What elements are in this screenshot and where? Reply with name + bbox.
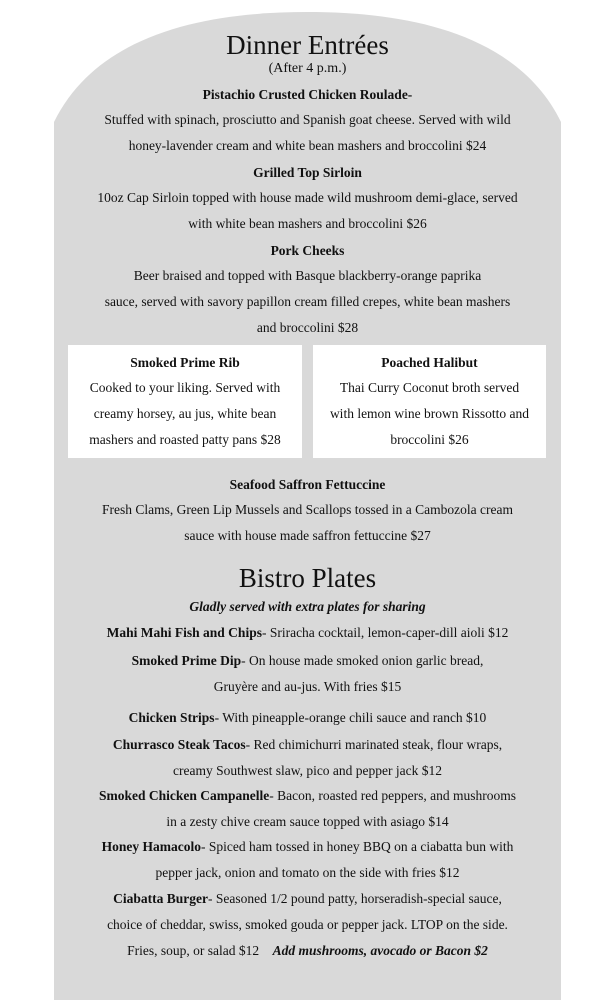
plate-line: [54, 834, 561, 860]
item-name-pork-cheeks: Pork Cheeks: [270, 243, 345, 258]
plate-ciabatta-burger: [54, 886, 561, 964]
desc-line: creamy horsey, au jus, white bean: [93, 406, 277, 421]
item-name-halibut: Poached Halibut: [381, 355, 478, 370]
dinner-subtitle: (After 4 p.m.): [268, 61, 347, 76]
plate-line: Gruyère and au-jus. With fries $15: [213, 679, 402, 694]
bistro-title: Bistro Plates: [238, 563, 377, 593]
item-desc-chicken-roulade: [54, 107, 561, 159]
plate-line: in a zesty chive cream sauce topped with asiago $14: [166, 814, 449, 829]
plate-line: [54, 732, 561, 758]
desc-line: with white bean mashers and broccolini $26: [188, 216, 427, 231]
item-desc-seafood-fettuccine: [54, 497, 561, 549]
plate-line: pepper jack, onion and tomato on the side with fries $12: [155, 865, 460, 880]
item-desc-halibut: [313, 375, 546, 453]
desc-line: with lemon wine brown Rissotto and: [329, 406, 530, 421]
plate-prime-dip: [54, 648, 561, 700]
plate-name: Smoked Chicken Campanelle: [99, 788, 270, 803]
plate-chicken-strips: [54, 705, 561, 731]
feature-box-halibut: [313, 345, 546, 458]
item-desc-top-sirloin: [54, 185, 561, 237]
plate-desc: - On house made smoked onion garlic bread,: [241, 653, 484, 668]
item-name-top-sirloin: Grilled Top Sirloin: [253, 165, 362, 180]
plate-line: [54, 620, 561, 646]
plate-desc: - Sriracha cocktail, lemon-caper-dill aioli $12: [261, 625, 509, 640]
item-desc-pork-cheeks: [54, 263, 561, 341]
addon-note: Add mushrooms, avocado or Bacon $2: [272, 943, 488, 958]
plate-name: Honey Hamacolo: [101, 839, 202, 854]
plate-line: [54, 648, 561, 674]
plate-name: Mahi Mahi Fish and Chips: [106, 625, 262, 640]
desc-line: 10oz Cap Sirloin topped with house made wild mushroom demi-glace, served: [97, 190, 518, 205]
desc-line: Beer braised and topped with Basque blackberry-orange paprika: [133, 268, 482, 283]
plate-line: choice of cheddar, swiss, smoked gouda or pepper jack. LTOP on the side.: [107, 917, 508, 932]
plate-line: [54, 705, 561, 731]
plate-name: Chicken Strips: [128, 710, 215, 725]
plate-name: Churrasco Steak Tacos: [112, 737, 246, 752]
plate-line: [54, 783, 561, 809]
plate-desc: Fries, soup, or salad $12: [127, 943, 260, 958]
desc-line: mashers and roasted patty pans $28: [89, 432, 281, 447]
item-name-prime-rib: Smoked Prime Rib: [130, 355, 240, 370]
plate-steak-tacos: [54, 732, 561, 784]
desc-line: Stuffed with spinach, prosciutto and Spanish goat cheese. Served with wild: [104, 112, 511, 127]
plate-desc: - With pineapple-orange chili sauce and ranch $10: [214, 710, 487, 725]
desc-line: Thai Curry Coconut broth served: [339, 380, 520, 395]
plate-mahi-mahi: [54, 620, 561, 646]
plate-name: Smoked Prime Dip: [131, 653, 242, 668]
desc-line: broccolini $26: [390, 432, 469, 447]
plate-name: Ciabatta Burger: [113, 891, 209, 906]
bistro-subtitle: Gladly served with extra plates for sharing: [189, 599, 426, 614]
item-desc-prime-rib: [68, 375, 302, 453]
plate-line: [54, 938, 561, 964]
plate-desc: - Spiced ham tossed in honey BBQ on a ciabatta bun with: [201, 839, 514, 854]
desc-line: honey-lavender cream and white bean mashers and broccolini $24: [128, 138, 487, 153]
desc-line: sauce with house made saffron fettuccine $27: [184, 528, 431, 543]
item-name-seafood-fettuccine: Seafood Saffron Fettuccine: [229, 477, 386, 492]
plate-desc: - Seasoned 1/2 pound patty, horseradish-special sauce,: [208, 891, 502, 906]
desc-line: Cooked to your liking. Served with: [89, 380, 281, 395]
plate-line: creamy Southwest slaw, pico and pepper jack $12: [172, 763, 443, 778]
plate-line: [54, 886, 561, 912]
desc-line: Fresh Clams, Green Lip Mussels and Scallops tossed in a Cambozola cream: [102, 502, 513, 517]
plate-desc: - Red chimichurri marinated steak, flour wraps,: [245, 737, 503, 752]
plate-honey-hamacolo: [54, 834, 561, 886]
desc-line: and broccolini $28: [256, 320, 359, 335]
plate-desc: - Bacon, roasted red peppers, and mushrooms: [269, 788, 516, 803]
plate-chicken-campanelle: [54, 783, 561, 835]
dinner-title: Dinner Entrées: [226, 30, 389, 60]
desc-line: sauce, served with savory papillon cream filled crepes, white bean mashers: [104, 294, 511, 309]
feature-box-prime-rib: [68, 345, 302, 458]
item-name-chicken-roulade: Pistachio Crusted Chicken Roulade-: [202, 87, 413, 102]
